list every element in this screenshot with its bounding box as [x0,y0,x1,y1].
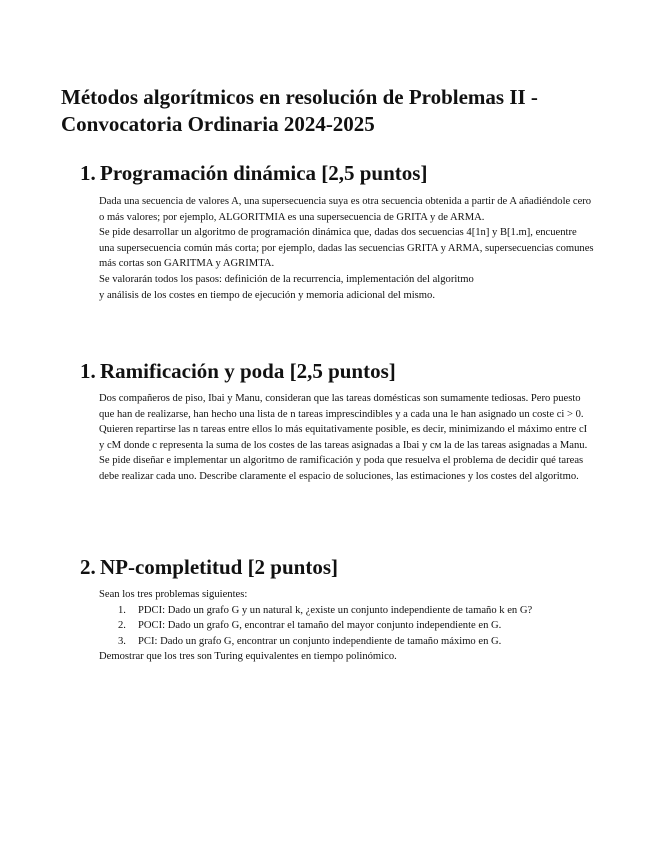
intro-paragraph: Sean los tres problemas siguientes: [99,589,248,600]
problem-list [99,603,594,650]
list-item-text: POCI: Dado un grafo G, encontrar el tamaño del mayor conjunto independiente en G. [138,620,502,632]
section-body-dynamic-programming [99,194,594,303]
section-title: Ramificación y poda [2,5 puntos] [100,359,396,383]
closing-paragraph: Demostrar que los tres son Turing equivalentes en tiempo polinómico. [99,651,397,663]
document-title: Métodos algorítmicos en resolución de Problemas II - Convocatoria Ordinaria 2024-2025 [61,85,538,136]
section-number: 2. [80,555,96,579]
paragraph: Dada una secuencia de valores A, una supersecuencia suya es otra secuencia obtenida a partir de A añadiéndole cero o más valores; por ejemplo, ALGORITMIA es una supersecuencia de GRITA y de ARMA. [99,196,592,223]
list-item-text: PCI: Dado un grafo G, encontrar un conjunto independiente de tamaño máximo en G. [138,635,502,647]
section-body-np-completeness [99,587,594,665]
section-heading-dynamic-programming [80,160,427,186]
list-item [99,603,594,619]
list-item [99,618,594,634]
list-item-number: 3. [118,635,126,647]
list-item-text: PDCI: Dado un grafo G y un natural k, ¿existe un conjunto independiente de tamaño k en G? [138,604,533,616]
list-item [99,634,594,650]
paragraph: Dos compañeros de piso, Ibai y Manu, consideran que las tareas domésticas son sumamente tediosas. Pero puesto que han de realizarse, han hecho una lista de n tareas imprescindibles y a cada una le han asignado un coste ci > 0. Quieren repartirse las n tareas entre ellos lo más equitativamente posible, es decir, minimizando el máximo entre cI y cM donde c representa la suma de los costes de las tareas asignadas a Ibai y cм la de las tareas asignadas a Manu. [99,393,588,451]
section-title: NP-completitud [2 puntos] [100,555,339,579]
list-item-number: 1. [118,604,126,616]
paragraph: Se pide desarrollar un algoritmo de programación dinámica que, dadas dos secuencias 4[1n] y B[1.m], encuentre una supersecuencia común más corta; por ejemplo, dadas las secuencias GRITA y ARMA, supersecuencias comunes más cortas son GARITMA y AGRIMTA. [99,227,594,270]
section-number: 1. [80,161,96,185]
list-item-number: 2. [118,620,126,632]
paragraph: Se pide diseñar e implementar un algoritmo de ramificación y poda que resuelva el problema de decidir qué tareas debe realizar cada uno. Describe claramente el espacio de soluciones, las estimaciones y los costes del algoritmo. [99,455,584,482]
section-title: Programación dinámica [2,5 puntos] [100,161,428,185]
section-heading-np-completeness [80,554,338,580]
section-number: 1. [80,359,96,383]
section-body-branch-and-bound [99,391,594,485]
paragraph: y análisis de los costes en tiempo de ejecución y memoria adicional del mismo. [99,289,435,301]
paragraph: Se valorarán todos los pasos: definición de la recurrencia, implementación del algoritmo [99,273,474,285]
section-heading-branch-and-bound [80,358,396,384]
